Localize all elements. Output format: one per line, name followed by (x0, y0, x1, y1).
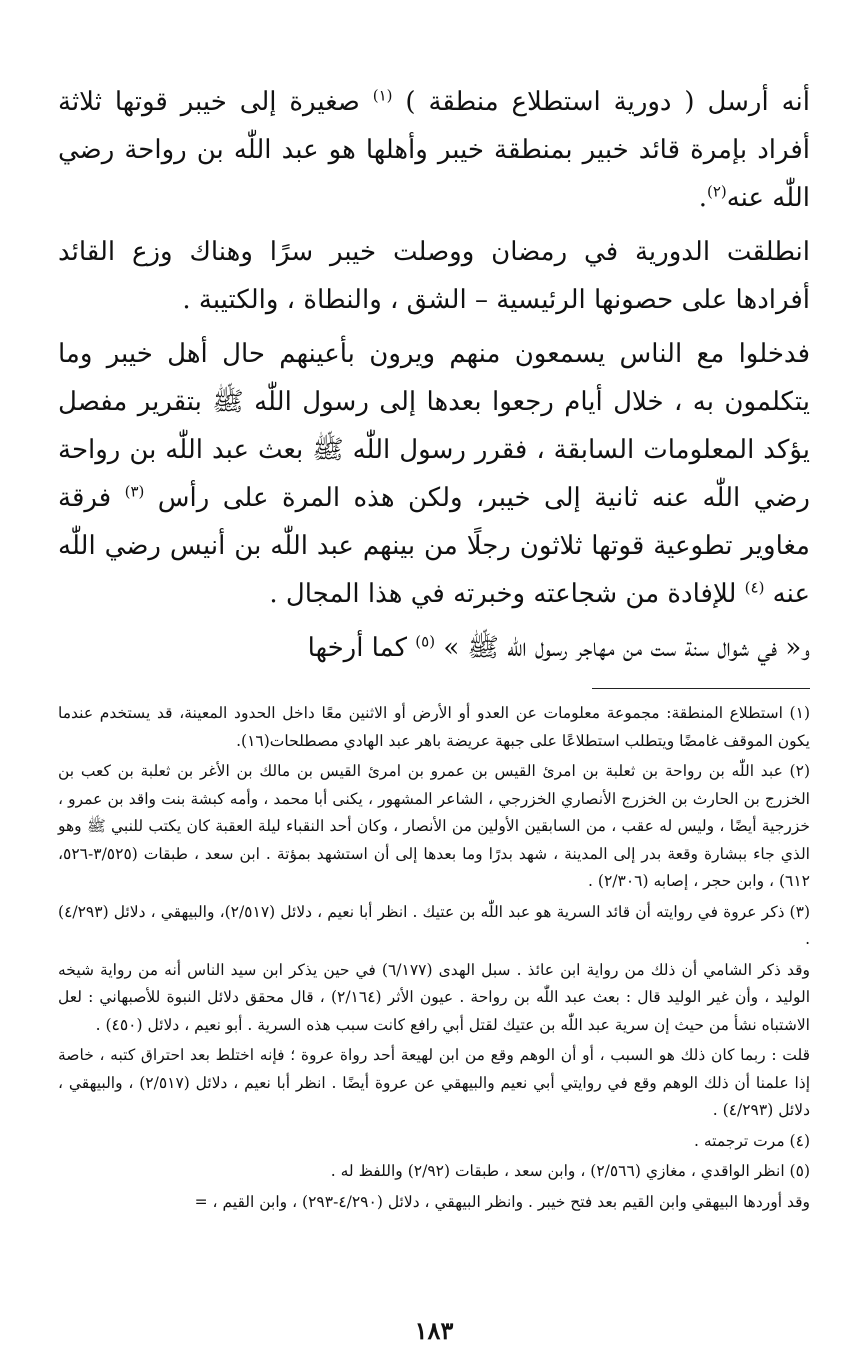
footnote-ref: (٣) (124, 482, 145, 501)
footnote: (٥) انظر الواقدي ، مغازي (٢/٥٦٦) ، وابن سعد ، طبقات (٢/٩٢) واللفظ له . (330, 1162, 810, 1180)
footnote-ref: (١) (372, 86, 393, 105)
footnote: (٣) ذكر عروة في روايته أن قائد السرية هو عبد اللّٰه بن عتيك . انظر أبا نعيم ، دلائل (٢/٥١٧)، والبيهقي ، دلائل (٤/٢٩٣) . (58, 902, 810, 948)
footnotes (58, 700, 810, 1216)
paragraph (58, 624, 810, 672)
footnote: وقد أوردها البيهقي وابن القيم بعد فتح خيبر . وانظر البيهقي ، دلائل (٤/٢٩٠-٢٩٣) ، وابن القيم ، = (194, 1192, 810, 1211)
page-number: ١٨٣ (414, 1316, 454, 1345)
paragraph (58, 330, 810, 618)
text-run: فرقة مغاوير تطوعية قوتها ثلاثون رجلًا من بينهم عبد اللّٰه بن أنيس رضي اللّٰه عنه (58, 483, 810, 609)
footnote: (١) استطلاع المنطقة: مجموعة معلومات عن العدو أو الأرض أو الاثنين معًا داخل الحدود المعينة، قد يستخدم عندما يكون الموقف غامضًا ويتطلب استطلاعًا على جبهة عريضة باهر عبد الهادي مصطلحات(١٦). (58, 704, 810, 750)
footnote: (٢) عبد اللّٰه بن رواحة بن ثعلبة بن امرئ القيس بن عمرو بن امرئ القيس بن مالك بن الأغر بن ثعلبة بن كعب بن الخزرج بن الحارث بن الخزرج الأنصاري الخزرجي ، الشاعر المشهور ، يكنى أبا محمد ، وأمه كبشة بنت واقد بن عمرو ، خزرجية أيضًا ، وليس له عقب ، من السابقين الأولين من الأنصار ، وكان أحد النقباء ليلة العقبة كان يكتب للنبي ﷺ وهو الذي جاء ببشارة وقعة بدر إلى المدينة ، شهد بدرًا وما بعدها إلى أن استشهد بمؤتة . ابن سعد ، طبقات (٣/٥٢٥-٥٢٦، ٦١٢) ، وابن حجر ، إصابه (٢/٣٠٦) . (58, 762, 810, 890)
footnote: وقد ذكر الشامي أن ذلك من رواية ابن عائذ . سبل الهدى (٦/١٧٧) في حين يذكر ابن سيد الناس أنه من رواية شيخه الوليد ، وأن غير الوليد قال : بعث عبد اللّٰه بن رواحة . عيون الأثر (٢/١٦٤) ، قال محقق دلائل النبوة للأصبهاني : لعل الاشتباه نشأ من حيث إن سرية عبد اللّٰه بن عتيك لقتل أبي رافع كانت سبب هذه السرية . أبو نعيم ، دلائل (٤٥٠) . (58, 960, 810, 1034)
book-page (58, 78, 810, 1345)
text-run: فدخلوا مع الناس يسمعون منهم ويرون بأعينهم حال أهل خيبر وما يتكلمون به ، خلال أيام رجعوا بعدها إلى رسول اللّٰه ﷺ بتقرير مفصل يؤكد المعلومات السابقة ، فقرر رسول اللّٰه ﷺ بعث عبد اللّٰه بن رواحة رضي اللّٰه عنه ثانية إلى خيبر، ولكن هذه المرة على رأس (58, 339, 810, 513)
text-run: أنه أرسل ( دورية استطلاع منطقة ) (392, 87, 810, 117)
text-run: كما أرخها (307, 633, 416, 663)
footnote-separator (592, 688, 810, 689)
footnote: (٤) مرت ترجمته . (694, 1131, 810, 1150)
text-run: للإفادة من شجاعته وخبرته في هذا المجال . (269, 579, 745, 609)
text-run: . (698, 183, 707, 213)
paragraph (58, 78, 810, 222)
footnote-ref: (٤) (744, 578, 765, 597)
paragraph (58, 228, 810, 324)
main-text (58, 78, 810, 672)
text-run: صغيرة إلى خيبر قوتها ثلاثة أفراد بإمرة قائد خبير بمنطقة خيبر وأهلها هو عبد اللّٰه بن رواحة رضي اللّٰه عنه (58, 87, 810, 213)
text-run: انطلقت الدورية في رمضان ووصلت خيبر سرًا وهناك وزع القائد أفرادها على حصونها الرئيسية – الشق ، والنطاة ، والكتيبة . (58, 237, 810, 315)
text-run: و« في شوال سنة ست من مهاجر رسول اللّٰه ﷺ » (435, 633, 810, 663)
footnote-ref: (٢) (706, 182, 727, 201)
footnote: قلت : ربما كان ذلك هو السبب ، أو أن الوهم وقع من ابن لهيعة أحد رواة عروة ؛ فإنه اختلط بعد احتراق كتبه ، خاصة إذا علمنا أن ذلك الوهم وقع في روايتي أبي نعيم والبيهقي عن عروة أيضًا . انظر أبا نعيم ، دلائل (٢/٥١٧) ، والبيهقي ، دلائل (٤/٢٩٣) . (58, 1046, 810, 1119)
footnote-ref: (٥) (415, 632, 436, 651)
